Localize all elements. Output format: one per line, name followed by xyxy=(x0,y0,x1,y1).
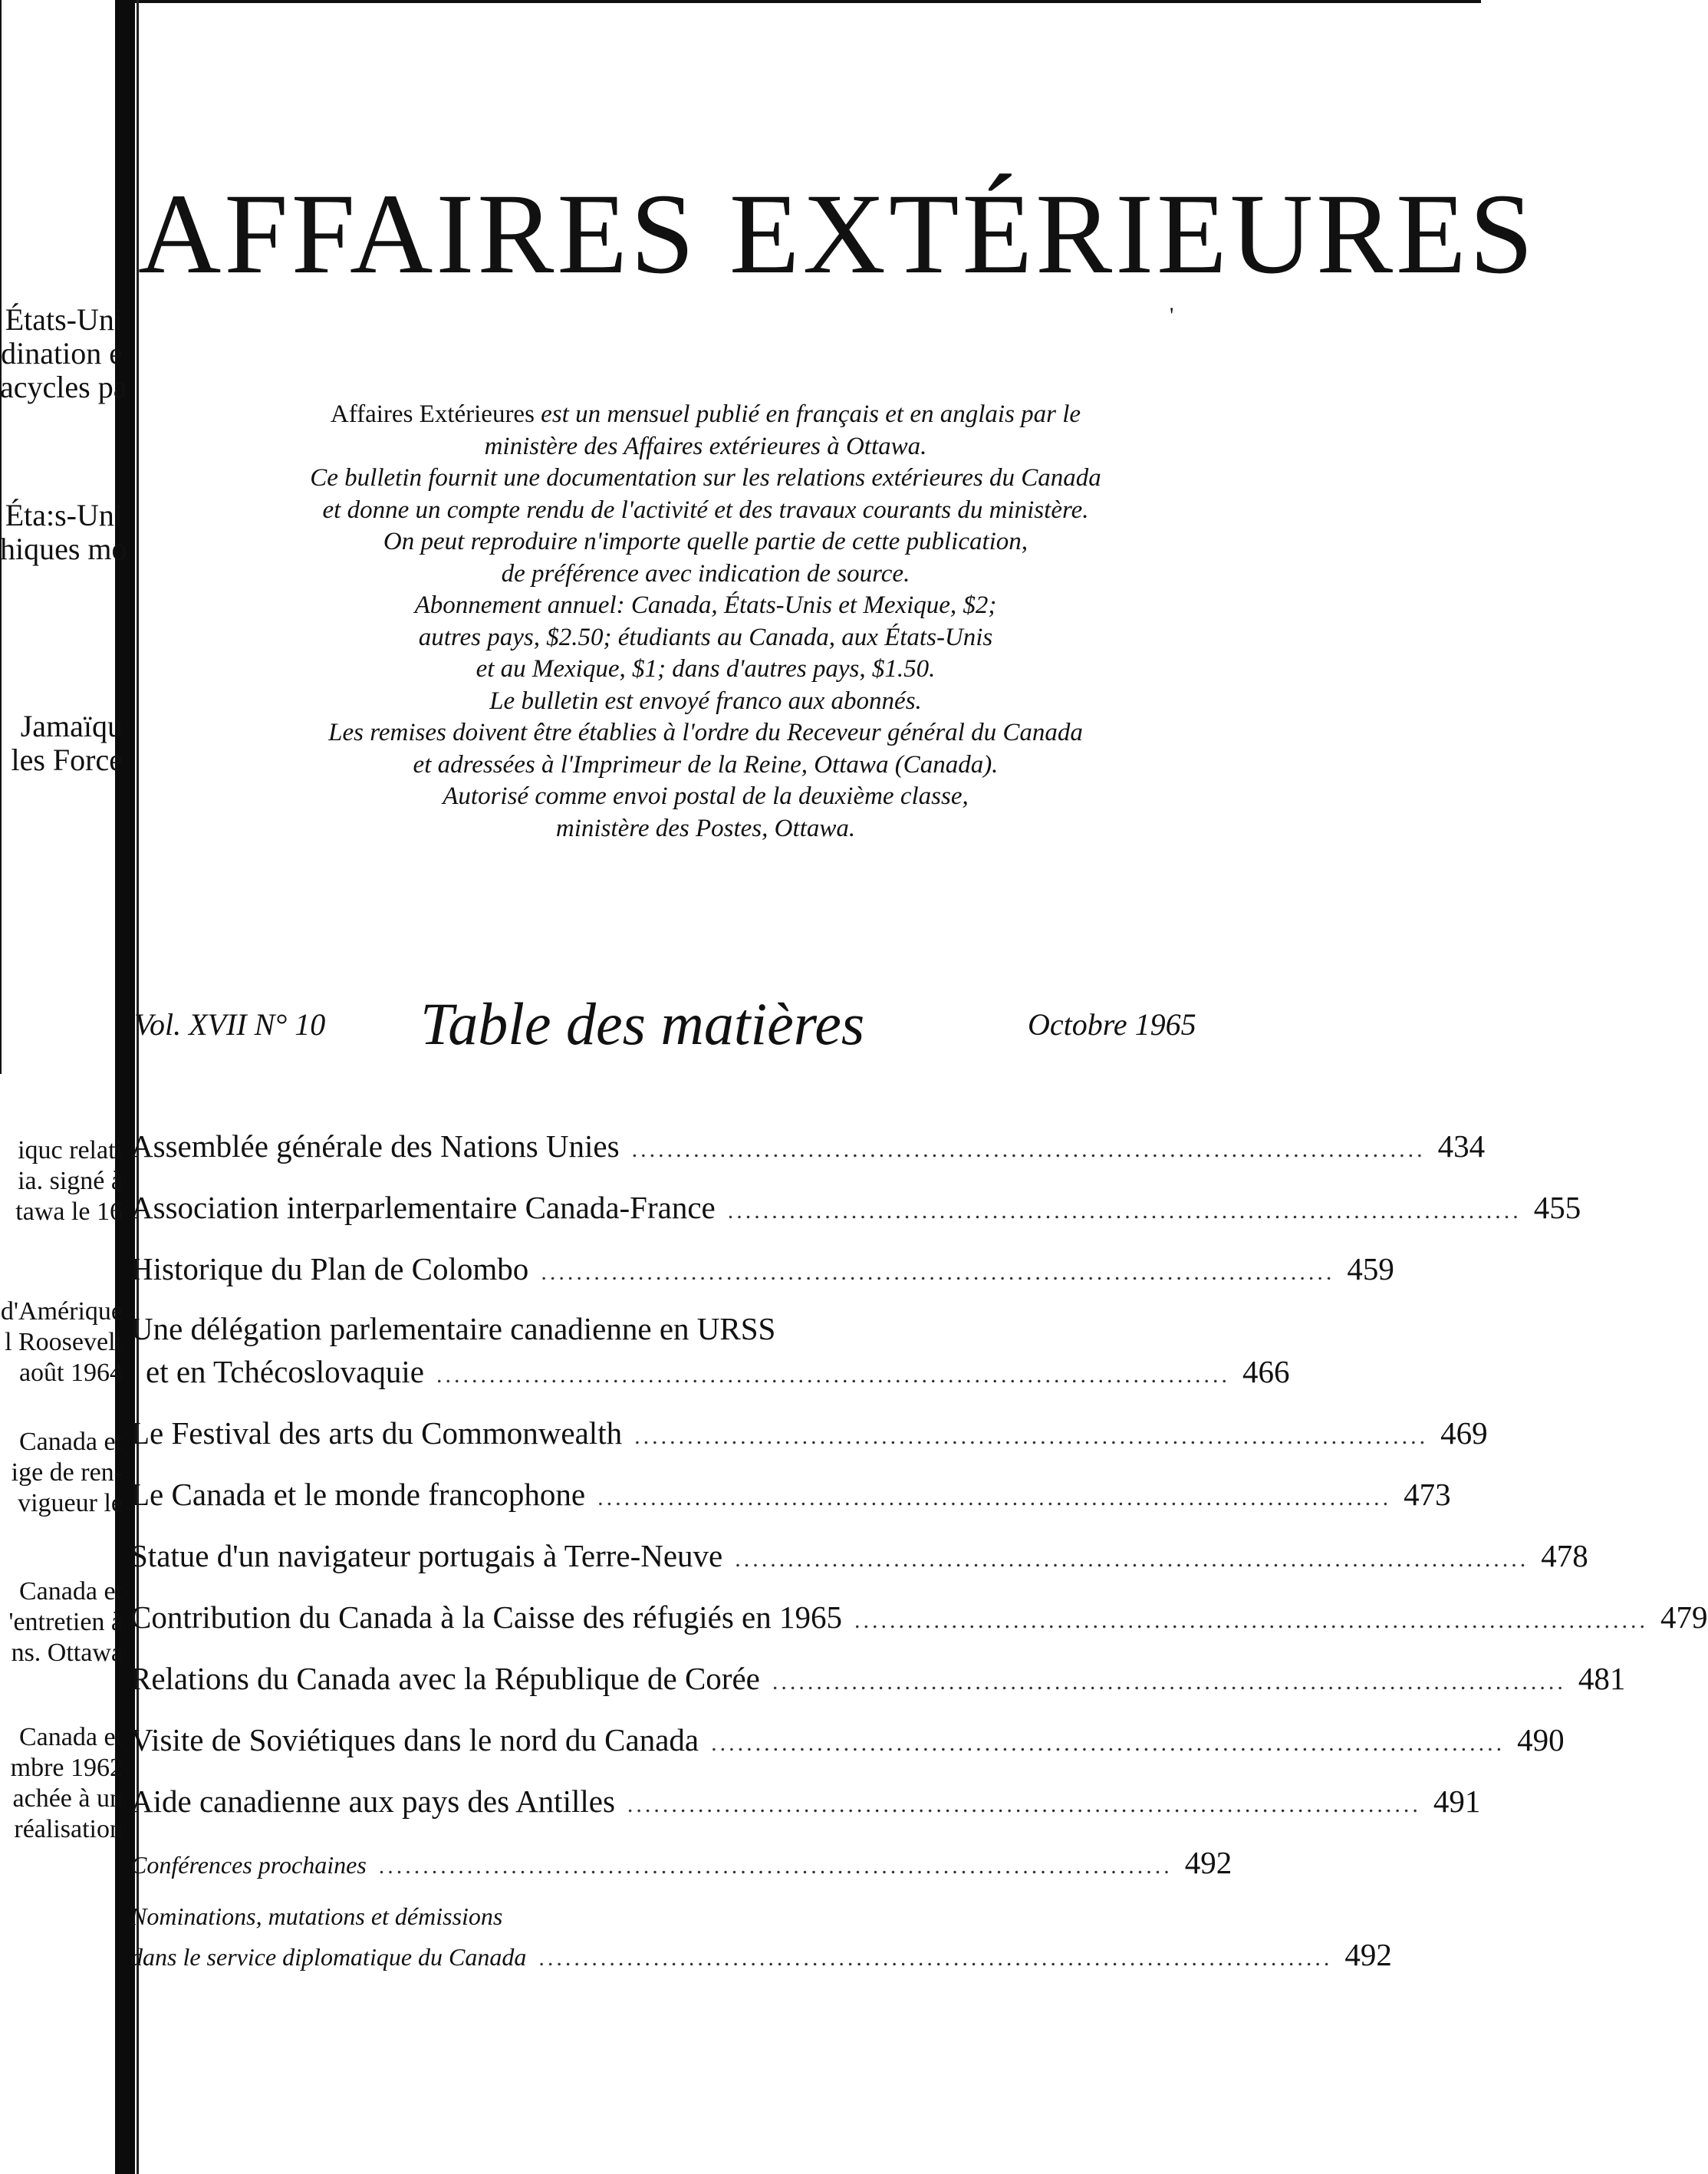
bleed-line: dination e xyxy=(1,336,123,371)
toc-entry-page: 466 xyxy=(1242,1354,1290,1389)
toc-entry-page: 490 xyxy=(1517,1722,1565,1757)
toc-entry[interactable] xyxy=(130,1721,1565,1764)
intro-paragraph xyxy=(161,399,1250,845)
toc-entry[interactable] xyxy=(130,1844,1232,1887)
bleed-block-8 xyxy=(0,1722,123,1845)
toc-heading: Table des matières xyxy=(420,990,865,1057)
toc-entry-page: 469 xyxy=(1440,1415,1488,1451)
issue-date: Octobre 1965 xyxy=(1028,1007,1196,1042)
bleed-line: Jamaïqu xyxy=(20,709,123,743)
toc-entry-page: 491 xyxy=(1433,1784,1481,1819)
bleed-line: août 1964 xyxy=(18,1359,123,1387)
toc-entry-page: 459 xyxy=(1347,1251,1394,1286)
intro-line: Abonnement annuel: Canada, États-Unis et Mexique, $2; xyxy=(414,591,997,619)
toc-entry-title: Contribution du Canada à la Caisse des réfugiés en 1965 xyxy=(130,1599,842,1635)
bleed-block-5 xyxy=(0,1296,123,1388)
volume-number: Vol. XVII N° 10 xyxy=(134,1007,326,1042)
intro-line: ministère des Postes, Ottawa. xyxy=(555,814,856,842)
bleed-line: Canada et xyxy=(19,1577,123,1606)
bleed-line: acycles pa xyxy=(0,370,127,404)
intro-line: de préférence avec indication de source. xyxy=(501,559,910,588)
dot-leader: .......................................................................................... xyxy=(634,1424,1429,1449)
intro-line: et au Mexique, $1; dans d'autres pays, $1.50. xyxy=(476,655,936,683)
bleed-block-4 xyxy=(0,1135,123,1227)
bleed-line: États-Uni xyxy=(5,302,123,337)
bleed-line: achée à un xyxy=(12,1784,123,1813)
intro-line: autres pays, $2.50; étudiants au Canada, aux États-Unis xyxy=(418,623,993,651)
toc-entry-page: 481 xyxy=(1578,1661,1626,1696)
bleed-line: Éta:s-Uni xyxy=(5,498,123,532)
bleed-line: vigueur le xyxy=(18,1489,123,1517)
bleed-line: hiques mo xyxy=(0,532,127,566)
toc-entry-title: Le Festival des arts du Commonwealth xyxy=(130,1415,623,1451)
toc-entry-title: Relations du Canada avec la République de Corée xyxy=(130,1661,760,1696)
intro-line: Autorisé comme envoi postal de la deuxième classe, xyxy=(443,782,969,810)
toc-entry-page: 473 xyxy=(1404,1477,1451,1512)
dot-leader: .......................................................................................... xyxy=(541,1260,1335,1285)
publication-name: Affaires Extérieures xyxy=(330,400,535,428)
publication-title: AFFAIRES EXTÉRIEURES xyxy=(138,170,1537,298)
bleed-line: ia. signé à xyxy=(18,1167,123,1195)
bleed-block-6 xyxy=(0,1427,123,1519)
intro-line: Le bulletin est envoyé franco aux abonnés. xyxy=(489,687,922,715)
dot-leader: .......................................................................................... xyxy=(727,1198,1522,1224)
intro-line: et donne un compte rendu de l'activité et des travaux courants du ministère. xyxy=(322,496,1089,524)
bleed-line: Canada et xyxy=(19,1428,123,1456)
toc-entry-page: 434 xyxy=(1437,1128,1486,1164)
dot-leader: .......................................................................................... xyxy=(378,1853,1173,1879)
dot-leader: .......................................................................................... xyxy=(711,1731,1506,1756)
toc-entry-title: Aide canadienne aux pays des Antilles xyxy=(130,1784,615,1819)
dot-leader: .......................................................................................... xyxy=(772,1669,1566,1695)
intro-line: ministère des Affaires extérieures à Ottawa. xyxy=(484,432,927,460)
toc-entry-title: Association interparlementaire Canada-France xyxy=(130,1190,716,1225)
toc-entry[interactable] xyxy=(130,1476,1451,1519)
toc-entry-page: 492 xyxy=(1184,1845,1232,1880)
bleed-line: mbre 1962 xyxy=(10,1754,123,1782)
bleed-line: Canada et xyxy=(19,1723,123,1751)
toc-entry[interactable] xyxy=(130,1660,1626,1703)
bleed-line: d'Amérique xyxy=(0,1297,123,1326)
dot-leader: .......................................................................................... xyxy=(854,1608,1648,1633)
toc-entry[interactable] xyxy=(130,1415,1488,1458)
intro-line-rest: est un mensuel publié en français et en anglais par le xyxy=(541,400,1081,428)
dot-leader: .......................................................................................... xyxy=(627,1792,1421,1817)
intro-line: On peut reproduire n'importe quelle partie de cette publication, xyxy=(383,528,1028,555)
stray-mark: ' xyxy=(1170,303,1174,328)
toc-entry-title: Historique du Plan de Colombo xyxy=(130,1251,529,1286)
intro-line: Les remises doivent être établies à l'ordre du Receveur général du Canada xyxy=(328,719,1083,746)
bleed-line: réalisation xyxy=(14,1815,123,1843)
toc-entry-title: Assemblée générale des Nations Unies xyxy=(130,1128,620,1164)
toc-entry-title: Conférences prochaines xyxy=(130,1851,367,1879)
toc-entry-title: dans le service diplomatique du Canada xyxy=(130,1943,527,1971)
bleed-line: tawa le 16 xyxy=(15,1197,123,1226)
toc-entry-title-line1: Une délégation parlementaire canadienne en URSS xyxy=(130,1311,776,1346)
toc-entry-title: et en Tchécoslovaquie xyxy=(146,1354,424,1389)
bleed-line: ns. Ottawa xyxy=(11,1639,123,1667)
toc-entry[interactable] xyxy=(130,1783,1481,1826)
toc-entry-title: Le Canada et le monde francophone xyxy=(130,1477,586,1512)
bleed-block-3 xyxy=(0,710,123,777)
bleed-line: les Force xyxy=(11,743,123,777)
bleed-line: l Roosevelt xyxy=(5,1328,123,1356)
page-top-rule xyxy=(135,0,1481,3)
bleed-line: ige de ren- xyxy=(11,1458,123,1487)
dot-leader: .......................................................................................... xyxy=(631,1137,1426,1162)
toc-entry[interactable] xyxy=(130,1537,1588,1580)
dot-leader: .......................................................................................... xyxy=(436,1362,1230,1388)
toc-entry[interactable] xyxy=(130,1310,1290,1396)
intro-line: et adressées à l'Imprimeur de la Reine, Ottawa (Canada). xyxy=(413,750,999,779)
toc-entry-title: Statue d'un navigateur portugais à Terre-Neuve xyxy=(130,1538,723,1573)
bleed-block-7 xyxy=(0,1576,123,1668)
bleed-line: 'entretien à xyxy=(8,1608,123,1636)
toc-entry-title-line1: Nominations, mutations et démissions xyxy=(130,1902,503,1930)
intro-line xyxy=(161,399,1250,431)
dot-leader: .......................................................................................... xyxy=(735,1547,1529,1572)
bleed-block-2 xyxy=(0,498,127,566)
toc-entry-page: 492 xyxy=(1344,1937,1392,1972)
bleed-line: iquc relati xyxy=(18,1136,123,1164)
toc-entry[interactable] xyxy=(130,1902,1392,1979)
bleed-block-1 xyxy=(0,302,127,404)
toc-entry[interactable] xyxy=(130,1250,1394,1293)
toc-entry-title: Visite de Soviétiques dans le nord du Canada xyxy=(130,1722,699,1757)
dot-leader: .......................................................................................... xyxy=(597,1485,1392,1510)
toc-entry-page: 478 xyxy=(1541,1538,1588,1573)
toc-entry-page: 455 xyxy=(1533,1190,1581,1225)
toc-entry[interactable] xyxy=(130,1128,1486,1171)
toc-entry[interactable] xyxy=(130,1189,1581,1232)
toc-entry[interactable] xyxy=(130,1599,1708,1642)
table-of-contents xyxy=(130,1128,1708,1979)
toc-entry-page: 479 xyxy=(1660,1599,1708,1635)
dot-leader: .......................................................................................... xyxy=(538,1945,1333,1971)
intro-line: Ce bulletin fournit une documentation sur les relations extérieures du Canada xyxy=(310,464,1101,492)
